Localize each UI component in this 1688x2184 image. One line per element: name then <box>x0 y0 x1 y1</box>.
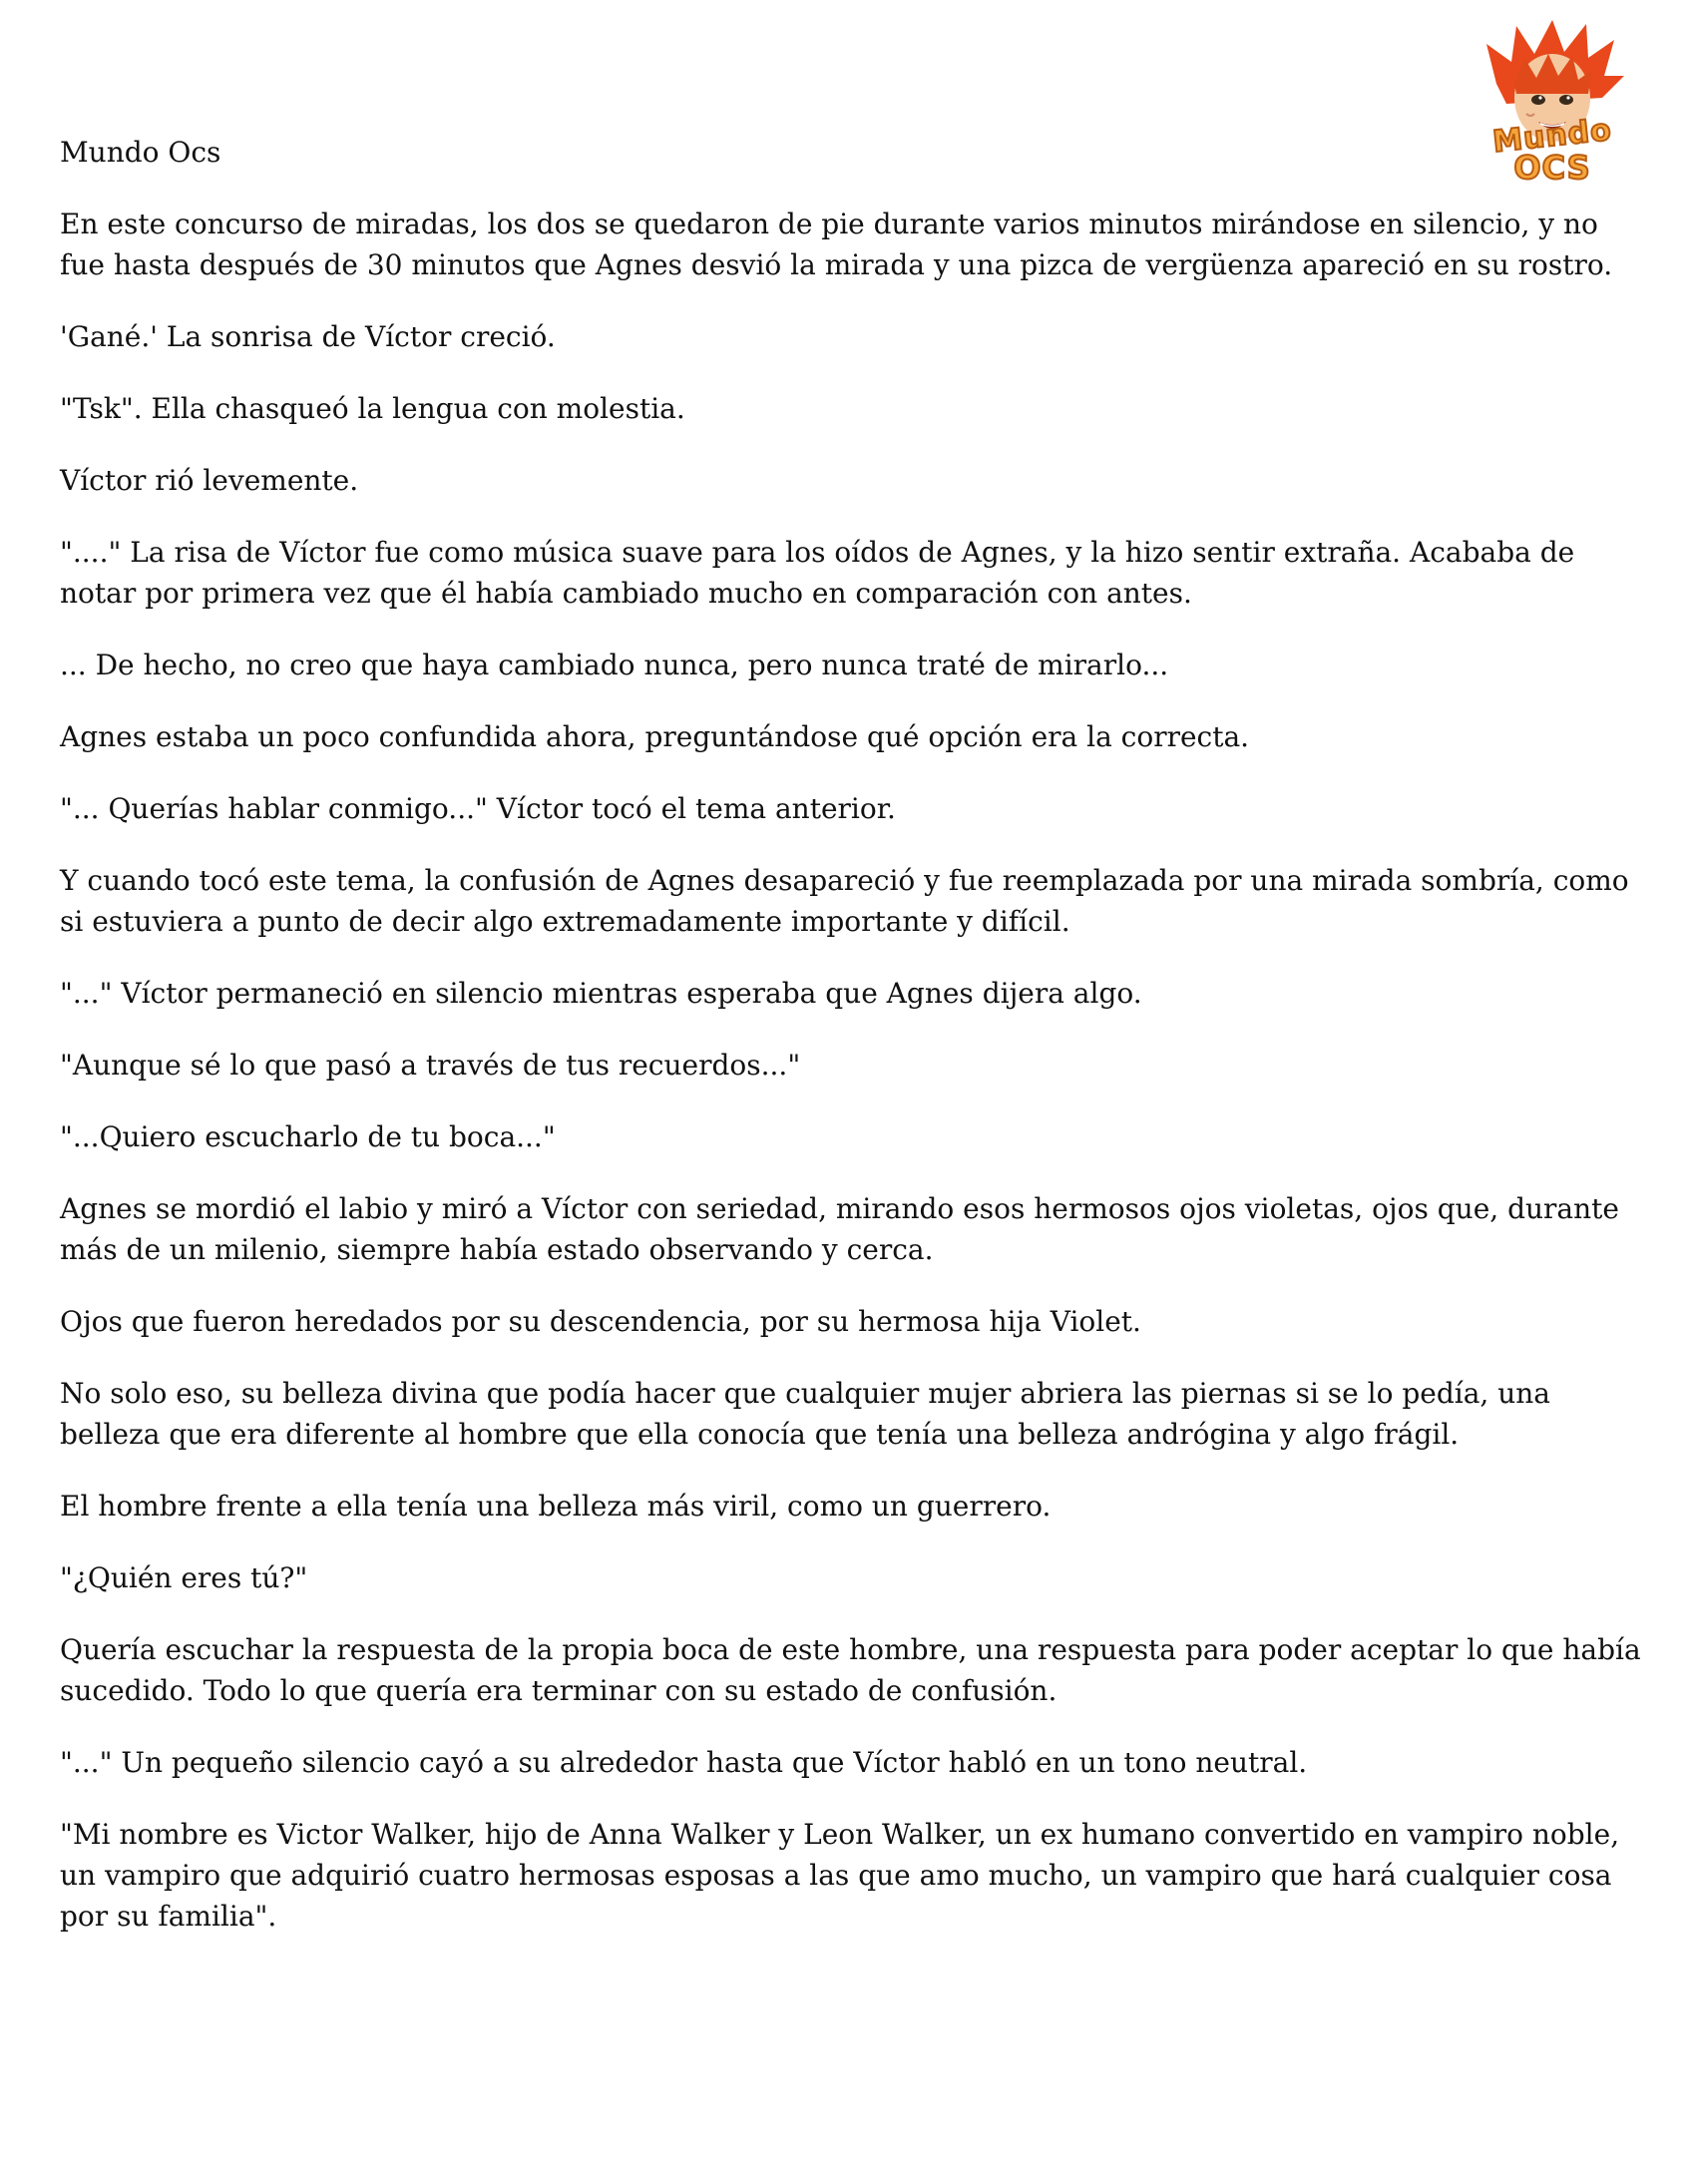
paragraph: "..." Un pequeño silencio cayó a su alrededor hasta que Víctor habló en un tono neutral. <box>60 1746 1308 1779</box>
document-header-title: Mundo Ocs <box>60 136 221 169</box>
logo-text-mundo: Mundo <box>1490 112 1614 161</box>
paragraph: Agnes estaba un poco confundida ahora, preguntándose qué opción era la correcta. <box>60 720 1250 753</box>
paragraph: Víctor rió levemente. <box>60 464 359 497</box>
paragraph: No solo eso, su belleza divina que podía hacer que cualquier mujer abriera las piernas si se lo pedía, una belleza que era diferente al hombre que ella conocía que tenía una belleza andrógina y algo frágil. <box>60 1377 1550 1451</box>
paragraph: Agnes se mordió el labio y miró a Víctor con seriedad, mirando esos hermosos ojos violetas, ojos que, durante más de un milenio, siempre había estado observando y cerca. <box>60 1192 1619 1266</box>
paragraph: "...." La risa de Víctor fue como música suave para los oídos de Agnes, y la hizo sentir extraña. Acababa de notar por primera vez que él había cambiado mucho en comparación con antes. <box>60 536 1575 610</box>
logo-text-ocs: OCS <box>1513 149 1591 187</box>
paragraph: "Tsk". Ella chasqueó la lengua con molestia. <box>60 392 685 425</box>
paragraph: "... Querías hablar conmigo..." Víctor tocó el tema anterior. <box>60 792 896 825</box>
paragraph: "Aunque sé lo que pasó a través de tus recuerdos..." <box>60 1049 801 1082</box>
paragraph: Y cuando tocó este tema, la confusión de Agnes desapareció y fue reemplazada por una mirada sombría, como si estuviera a punto de decir algo extremadamente importante y difícil. <box>60 864 1629 938</box>
paragraph: "¿Quién eres tú?" <box>60 1561 308 1594</box>
paragraph: El hombre frente a ella tenía una belleza más viril, como un guerrero. <box>60 1490 1052 1523</box>
paragraph: "...Quiero escucharlo de tu boca..." <box>60 1120 556 1153</box>
paragraph: En este concurso de miradas, los dos se quedaron de pie durante varios minutos mirándose en silencio, y no fue hasta después de 30 minutos que Agnes desvió la mirada y una pizca de vergüenza apareció en su rostro. <box>60 208 1613 281</box>
document-body <box>60 132 1646 1967</box>
paragraph: "..." Víctor permaneció en silencio mientras esperaba que Agnes dijera algo. <box>60 977 1142 1010</box>
paragraph: ... De hecho, no creo que haya cambiado nunca, pero nunca traté de mirarlo... <box>60 649 1169 681</box>
paragraph: 'Gané.' La sonrisa de Víctor creció. <box>60 320 556 353</box>
paragraph: Ojos que fueron heredados por su descendencia, por su hermosa hija Violet. <box>60 1305 1141 1338</box>
paragraph: Quería escuchar la respuesta de la propia boca de este hombre, una respuesta para poder aceptar lo que había sucedido. Todo lo que quería era terminar con su estado de confusión. <box>60 1633 1641 1707</box>
paragraph: "Mi nombre es Victor Walker, hijo de Anna Walker y Leon Walker, un ex humano convertido en vampiro noble, un vampiro que adquirió cuatro hermosas esposas a las que amo mucho, un vampiro que hará cualquier cosa por su familia". <box>60 1818 1620 1933</box>
